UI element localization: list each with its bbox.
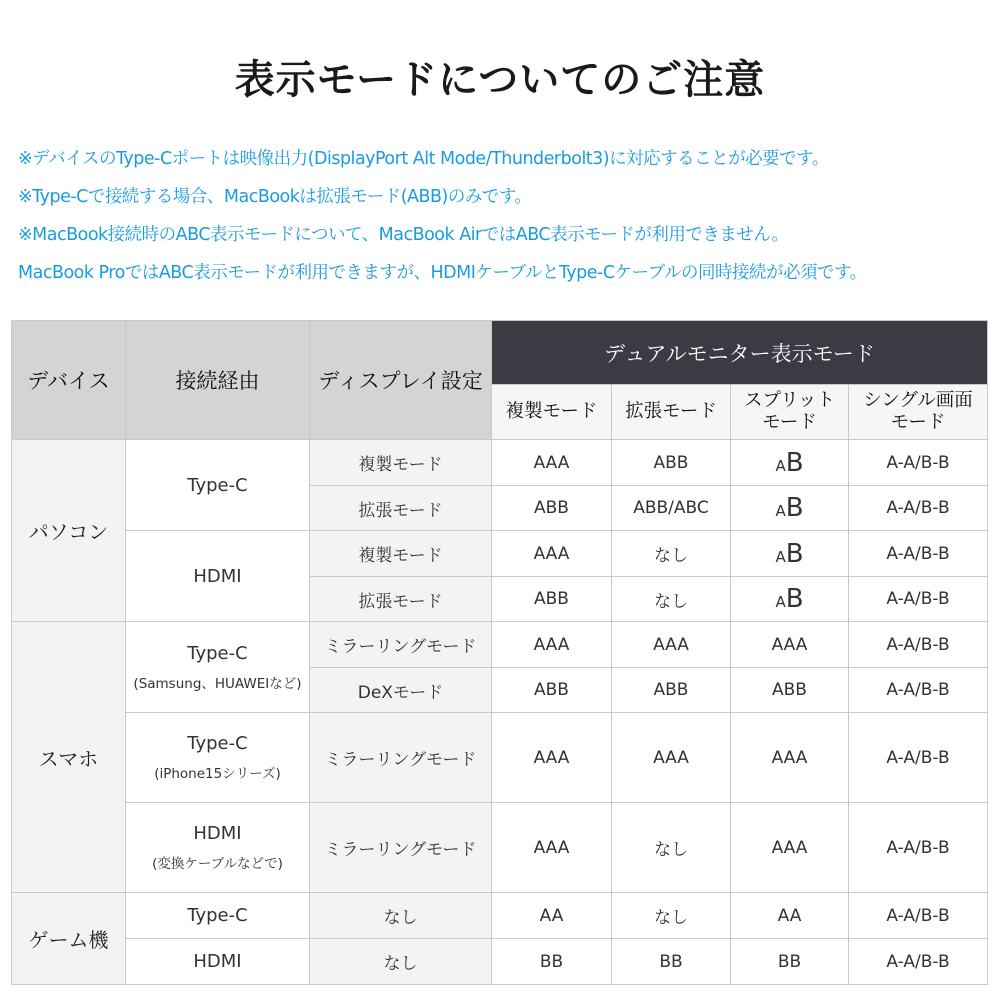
connection-note: (変換ケーブルなどで) [152, 856, 283, 872]
connection-cell [126, 713, 310, 803]
display-mode-table [11, 320, 988, 985]
extend-mode-cell: ABB [612, 440, 731, 486]
header-display-setting: ディスプレイ設定 [310, 321, 492, 440]
split-letter-a: A [775, 456, 786, 475]
split-mode-cell [731, 577, 849, 622]
display-setting-cell: ミラーリングモード [310, 622, 492, 668]
split-mode-cell: AA [731, 893, 849, 939]
display-setting-cell: ミラーリングモード [310, 803, 492, 893]
display-setting-cell: 拡張モード [310, 486, 492, 531]
note-line: ※MacBook接続時のABC表示モードについて、MacBook AirではABC表示モードが利用できません。 [18, 225, 789, 245]
connection-cell [126, 531, 310, 622]
display-setting-cell: 複製モード [310, 531, 492, 577]
single-mode-cell: A-A/B-B [849, 486, 988, 531]
device-smartphone: スマホ [12, 622, 126, 893]
table-row [12, 531, 988, 577]
split-mode-cell: AAA [731, 803, 849, 893]
single-mode-cell: A-A/B-B [849, 713, 988, 803]
split-letter-b: B [785, 447, 804, 478]
single-mode-cell: A-A/B-B [849, 803, 988, 893]
single-mode-cell: A-A/B-B [849, 531, 988, 577]
connection-note: (iPhone15シリーズ) [154, 766, 281, 782]
display-setting-cell: なし [310, 893, 492, 939]
display-setting-cell: 複製モード [310, 440, 492, 486]
extend-mode-cell: なし [612, 577, 731, 622]
note-line: ※Type-Cで接続する場合、MacBookは拡張モード(ABB)のみです。 [18, 187, 532, 207]
extend-mode-cell: ABB/ABC [612, 486, 731, 531]
duplicate-mode-cell: AAA [492, 713, 612, 803]
split-mode-cell [731, 440, 849, 486]
split-letter-b: B [785, 538, 804, 569]
connection-name: HDMI [193, 823, 242, 844]
connection-name: HDMI [193, 951, 242, 972]
display-setting-cell: ミラーリングモード [310, 713, 492, 803]
connection-name: Type-C [187, 733, 248, 754]
duplicate-mode-cell: BB [492, 939, 612, 985]
single-mode-cell: A-A/B-B [849, 577, 988, 622]
split-mode-cell: AAA [731, 713, 849, 803]
extend-mode-cell: AAA [612, 622, 731, 668]
single-mode-cell: A-A/B-B [849, 622, 988, 668]
split-letter-a: A [775, 547, 786, 566]
duplicate-mode-cell: AAA [492, 440, 612, 486]
table-row [12, 939, 988, 985]
split-mode-cell [731, 531, 849, 577]
connection-name: Type-C [187, 905, 248, 926]
table-row [12, 893, 988, 939]
extend-mode-cell: AAA [612, 713, 731, 803]
connection-note: (Samsung、HUAWEIなど) [133, 675, 302, 692]
device-pc: パソコン [12, 440, 126, 622]
table-row [12, 622, 988, 668]
duplicate-mode-cell: ABB [492, 577, 612, 622]
connection-cell [126, 893, 310, 939]
split-letter-b: B [785, 584, 804, 614]
note-line: ※デバイスのType-Cポートは映像出力(DisplayPort Alt Mode/Thunderbolt3)に対応することが必要です。 [18, 149, 829, 169]
split-letter-b: B [785, 493, 804, 523]
page-title: 表示モードについてのご注意 [234, 57, 766, 103]
single-mode-cell: A-A/B-B [849, 440, 988, 486]
table-row [12, 713, 988, 803]
duplicate-mode-cell: AAA [492, 531, 612, 577]
notes [18, 140, 993, 292]
header-dual-mode: デュアルモニター表示モード [492, 321, 988, 385]
connection-cell [126, 939, 310, 985]
header-device: デバイス [12, 321, 126, 440]
connection-cell [126, 622, 310, 713]
split-letter-a: A [775, 502, 786, 520]
extend-mode-cell: なし [612, 803, 731, 893]
duplicate-mode-cell: AAA [492, 803, 612, 893]
extend-mode-cell: BB [612, 939, 731, 985]
duplicate-mode-cell: ABB [492, 486, 612, 531]
single-mode-cell: A-A/B-B [849, 939, 988, 985]
duplicate-mode-cell: AAA [492, 622, 612, 668]
duplicate-mode-cell: AA [492, 893, 612, 939]
header-mode-split: スプリット モード [731, 385, 849, 440]
header-mode-extend: 拡張モード [612, 385, 731, 440]
extend-mode-cell: なし [612, 531, 731, 577]
single-mode-cell: A-A/B-B [849, 893, 988, 939]
connection-name: HDMI [193, 565, 242, 587]
header-mode-duplicate: 複製モード [492, 385, 612, 440]
duplicate-mode-cell: ABB [492, 668, 612, 713]
connection-cell [126, 440, 310, 531]
device-game-console: ゲーム機 [12, 893, 126, 985]
table-row [12, 803, 988, 893]
display-setting-cell: 拡張モード [310, 577, 492, 622]
extend-mode-cell: ABB [612, 668, 731, 713]
header-mode-single: シングル画面 モード [849, 385, 988, 440]
single-mode-cell: A-A/B-B [849, 668, 988, 713]
split-mode-cell: BB [731, 939, 849, 985]
split-mode-cell [731, 486, 849, 531]
display-setting-cell: DeXモード [310, 668, 492, 713]
connection-name: Type-C [187, 474, 248, 496]
table-row [12, 440, 988, 486]
header-connection: 接続経由 [126, 321, 310, 440]
split-letter-a: A [775, 593, 786, 611]
table-body [12, 440, 988, 985]
connection-cell [126, 803, 310, 893]
split-mode-cell: ABB [731, 668, 849, 713]
connection-name: Type-C [187, 642, 248, 664]
display-setting-cell: なし [310, 939, 492, 985]
note-line: MacBook ProではABC表示モードが利用できますが、HDMIケーブルとType-Cケーブルの同時接続が必須です。 [18, 263, 867, 283]
extend-mode-cell: なし [612, 893, 731, 939]
split-mode-cell: AAA [731, 622, 849, 668]
